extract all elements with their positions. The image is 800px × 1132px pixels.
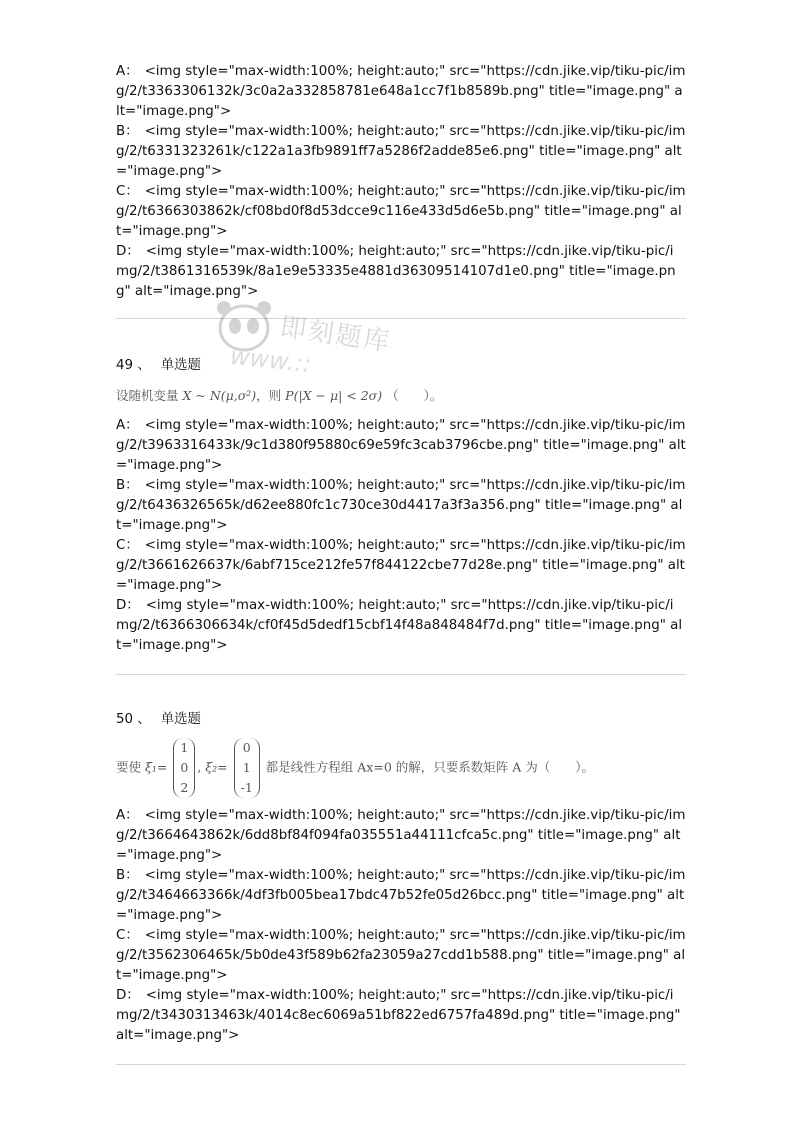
q49-stem: 设随机变量 X ~ N(μ,σ²)，则 P(|X − μ| < 2σ) （ ）。	[116, 388, 443, 403]
q50-option-a: A： <img style="max-width:100%; height:auto;" src="https://cdn.jike.vip/tiku-pic/img/2/t3664643862k/6dd8bf84f094fa035551a44111cfca5c.png" title="image.png" alt="image.png">	[116, 808, 686, 863]
watermark-url: www.::	[228, 341, 313, 379]
q50-number: 50 、	[116, 712, 151, 727]
q49-option-b: B： <img style="max-width:100%; height:auto;" src="https://cdn.jike.vip/tiku-pic/img/2/t6436326565k/d62ee880fc1c730ce30d4417a3f3a356.png" title="image.png" alt="image.png">	[116, 478, 686, 533]
watermark-text: 即刻题库	[278, 312, 394, 358]
watermark	[210, 296, 440, 386]
divider	[116, 318, 686, 319]
q48-option-a: A： <img style="max-width:100%; height:auto;" src="https://cdn.jike.vip/tiku-pic/img/2/t3363306132k/3c0a2a332858781e648a1cc7f1b8589b.png" title="image.png" alt="image.png">	[116, 64, 686, 119]
q48-options	[116, 62, 686, 302]
q50-header	[116, 710, 201, 730]
divider	[116, 674, 686, 675]
q49-header	[116, 356, 201, 376]
q48-option-b: B： <img style="max-width:100%; height:auto;" src="https://cdn.jike.vip/tiku-pic/img/2/t6331323261k/c122a1a3fb9891ff7a5286f2adde85e6.png" title="image.png" alt="image.png">	[116, 124, 686, 179]
q50-options	[116, 806, 686, 1046]
panda-logo-icon	[210, 296, 280, 356]
q48-option-c: C： <img style="max-width:100%; height:auto;" src="https://cdn.jike.vip/tiku-pic/img/2/t6366303862k/cf08bd0f8d53dcce9c116e433d5d6e5b.png" title="image.png" alt="image.png">	[116, 184, 686, 239]
divider	[116, 1064, 686, 1065]
q49-number: 49 、	[116, 358, 151, 373]
q50-stem: 要使 ξ₁= 1 0 2, ξ₂= 0 1 -1 都是线性方程组 Ax=0 的解，只要系数矩阵 A 为（ ）。	[116, 738, 594, 798]
q50-option-c: C： <img style="max-width:100%; height:auto;" src="https://cdn.jike.vip/tiku-pic/img/2/t3562306465k/5b0de43f589b62fa23059a27cdd1b588.png" title="image.png" alt="image.png">	[116, 928, 686, 983]
xi1-vector: 1 0 2	[173, 738, 195, 798]
q49-options	[116, 416, 686, 656]
q48-option-d: D： <img style="max-width:100%; height:auto;" src="https://cdn.jike.vip/tiku-pic/img/2/t3861316539k/8a1e9e53335e4881d36309514107d1e0.png" title="image.png" alt="image.png">	[116, 244, 676, 299]
q50-option-d: D： <img style="max-width:100%; height:auto;" src="https://cdn.jike.vip/tiku-pic/img/2/t3430313463k/4014c8ec6069a51bf822ed6757fa489d.png" title="image.png" alt="image.png">	[116, 988, 681, 1043]
q49-type: 单选题	[160, 358, 201, 373]
q49-option-a: A： <img style="max-width:100%; height:auto;" src="https://cdn.jike.vip/tiku-pic/img/2/t3963316433k/9c1d380f95880c69e59fc3cab3796cbe.png" title="image.png" alt="image.png">	[116, 418, 686, 473]
xi2-vector: 0 1 -1	[234, 738, 260, 798]
q49-option-c: C： <img style="max-width:100%; height:auto;" src="https://cdn.jike.vip/tiku-pic/img/2/t3661626637k/6abf715ce212fe57f844122cbe77d28e.png" title="image.png" alt="image.png">	[116, 538, 686, 593]
q49-option-d: D： <img style="max-width:100%; height:auto;" src="https://cdn.jike.vip/tiku-pic/img/2/t6366306634k/cf0f45d5dedf15cbf14f48a848484f7d.png" title="image.png" alt="image.png">	[116, 598, 683, 653]
q50-option-b: B： <img style="max-width:100%; height:auto;" src="https://cdn.jike.vip/tiku-pic/img/2/t3464663366k/4df3fb005bea17bdc47b52fe05d26bcc.png" title="image.png" alt="image.png">	[116, 868, 686, 923]
q50-type: 单选题	[160, 712, 201, 727]
